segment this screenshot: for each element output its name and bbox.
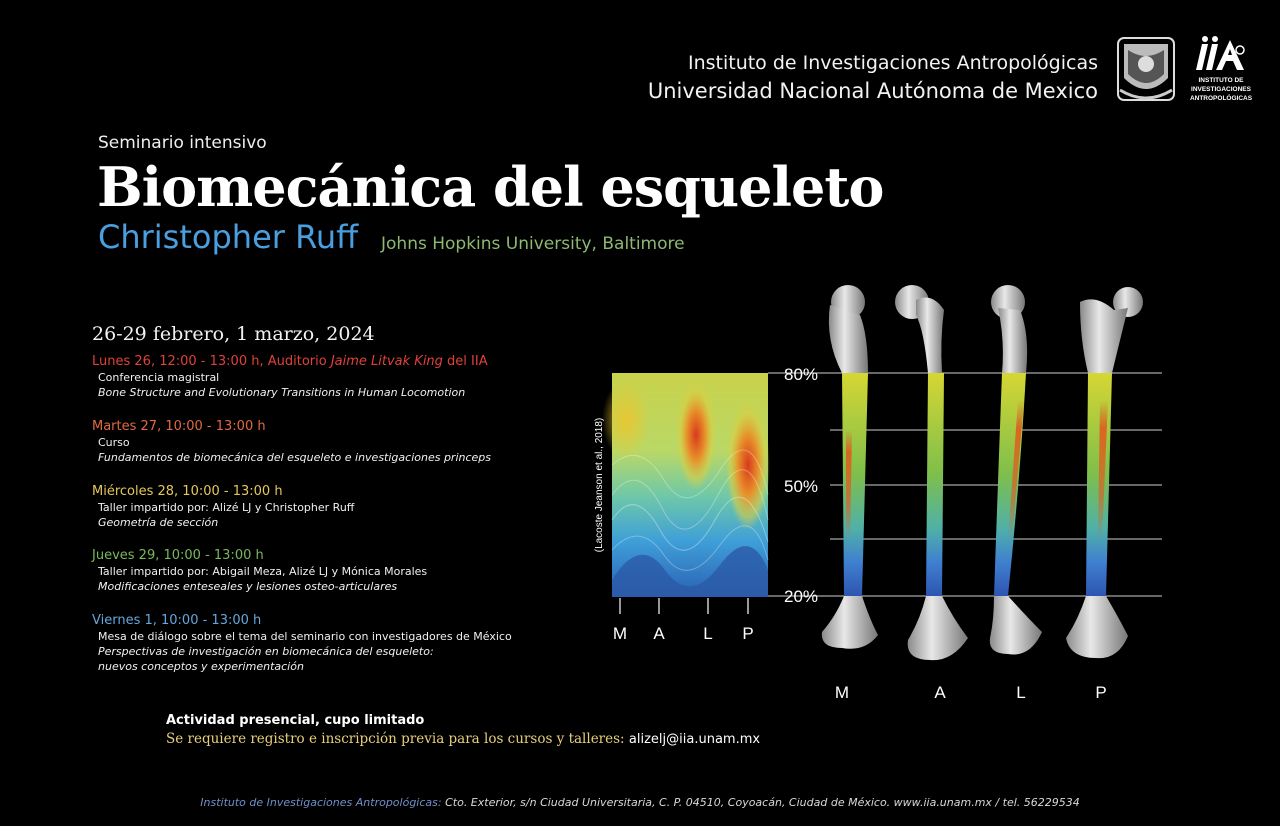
session-type: Curso (98, 436, 130, 449)
femur-medial (822, 285, 878, 649)
event-dates: 26-29 febrero, 1 marzo, 2024 (92, 323, 375, 345)
heatmap-ticks (620, 598, 748, 614)
strain-heatmap (602, 373, 770, 597)
footer-institute-label: Instituto de Investigaciones Antropológicas: (200, 796, 442, 809)
femur-anterior (895, 285, 968, 660)
session-heading: Martes 27, 10:00 - 13:00 h (92, 419, 266, 434)
session-heading (92, 353, 562, 370)
institute-name: Instituto de Investigaciones Antropológicas (687, 52, 1098, 74)
session-lunes (92, 353, 562, 400)
session-topic: Bone Structure and Evolutionary Transitions in Human Locomotion (98, 386, 466, 399)
bone-label-l: L (1016, 683, 1026, 702)
iia-logo-icon (1188, 34, 1254, 106)
session-type: Mesa de diálogo sobre el tema del seminario con investigadores de México (98, 630, 512, 643)
session-topic: Perspectivas de investigación en biomecánica del esqueleto: (98, 645, 434, 658)
level-20: 20% (784, 587, 819, 606)
seminar-title: Biomecánica del esqueleto (97, 155, 884, 219)
level-80: 80% (784, 365, 819, 384)
session-type: Taller impartido por: Abigail Meza, Alizé LJ y Mónica Morales (98, 565, 428, 578)
heatmap-label-m: M (612, 624, 628, 643)
university-name: Universidad Nacional Autónoma de Mexico (647, 79, 1098, 103)
footer-address-text: Cto. Exterior, s/n Ciudad Universitaria, C. P. 04510, Coyoacán, Ciudad de México. www.iia.unam.mx / tel. 56229534 (441, 796, 1080, 809)
session-topic: Geometría de sección (98, 516, 219, 529)
footer-address (0, 796, 1280, 809)
speaker-affiliation: Johns Hopkins University, Baltimore (381, 234, 685, 254)
femur-strain-figure (580, 280, 1180, 710)
bone-label-p: P (1095, 683, 1107, 702)
session-heading-suffix: del IIA (442, 354, 488, 369)
session-heading: Jueves 29, 10:00 - 13:00 h (92, 548, 264, 563)
registration-note (166, 731, 760, 747)
heatmap-label-a: A (653, 624, 665, 643)
iia-logo-line-2: INVESTIGACIONES (1191, 86, 1251, 93)
registration-text: Se requiere registro e inscripción previa para los cursos y talleres: (166, 731, 625, 747)
session-topic-continued: nuevos conceptos y experimentación (98, 660, 304, 673)
activity-note: Actividad presencial, cupo limitado (166, 713, 425, 728)
session-miercoles (92, 483, 562, 530)
registration-email-link[interactable]: alizelj@iia.unam.mx (628, 732, 761, 747)
level-50: 50% (784, 477, 819, 496)
session-jueves (92, 547, 562, 594)
femur-lateral (990, 285, 1042, 655)
session-martes (92, 418, 562, 465)
speaker-name: Christopher Ruff (98, 218, 359, 256)
heatmap-label-p: P (742, 624, 754, 643)
heatmap-label-l: L (703, 624, 713, 643)
seminar-label: Seminario intensivo (98, 133, 267, 153)
session-type: Conferencia magistral (98, 371, 220, 384)
bone-label-a: A (934, 683, 946, 702)
session-topic: Fundamentos de biomecánica del esqueleto e investigaciones princeps (98, 451, 492, 464)
venue-name: Jaime Litvak King (330, 354, 443, 369)
iia-logo-line-1: INSTITUTO DE (1198, 77, 1244, 84)
iia-logo-line-3: ANTROPOLÓGICAS (1189, 95, 1253, 102)
unam-seal-icon (1114, 34, 1178, 106)
session-heading: Viernes 1, 10:00 - 13:00 h (92, 613, 262, 628)
session-type: Taller impartido por: Alizé LJ y Christopher Ruff (98, 501, 355, 514)
femur-posterior (1066, 287, 1143, 658)
figure-citation: (Lacoste Jeanson et al., 2018) (594, 417, 605, 553)
bone-label-m: M (834, 683, 850, 702)
session-viernes (92, 612, 562, 674)
session-heading-text: Lunes 26, 12:00 - 13:00 h, Auditorio (92, 354, 331, 369)
session-heading: Miércoles 28, 10:00 - 13:00 h (92, 484, 283, 499)
session-topic: Modificaciones enteseales y lesiones osteo-articulares (98, 580, 398, 593)
